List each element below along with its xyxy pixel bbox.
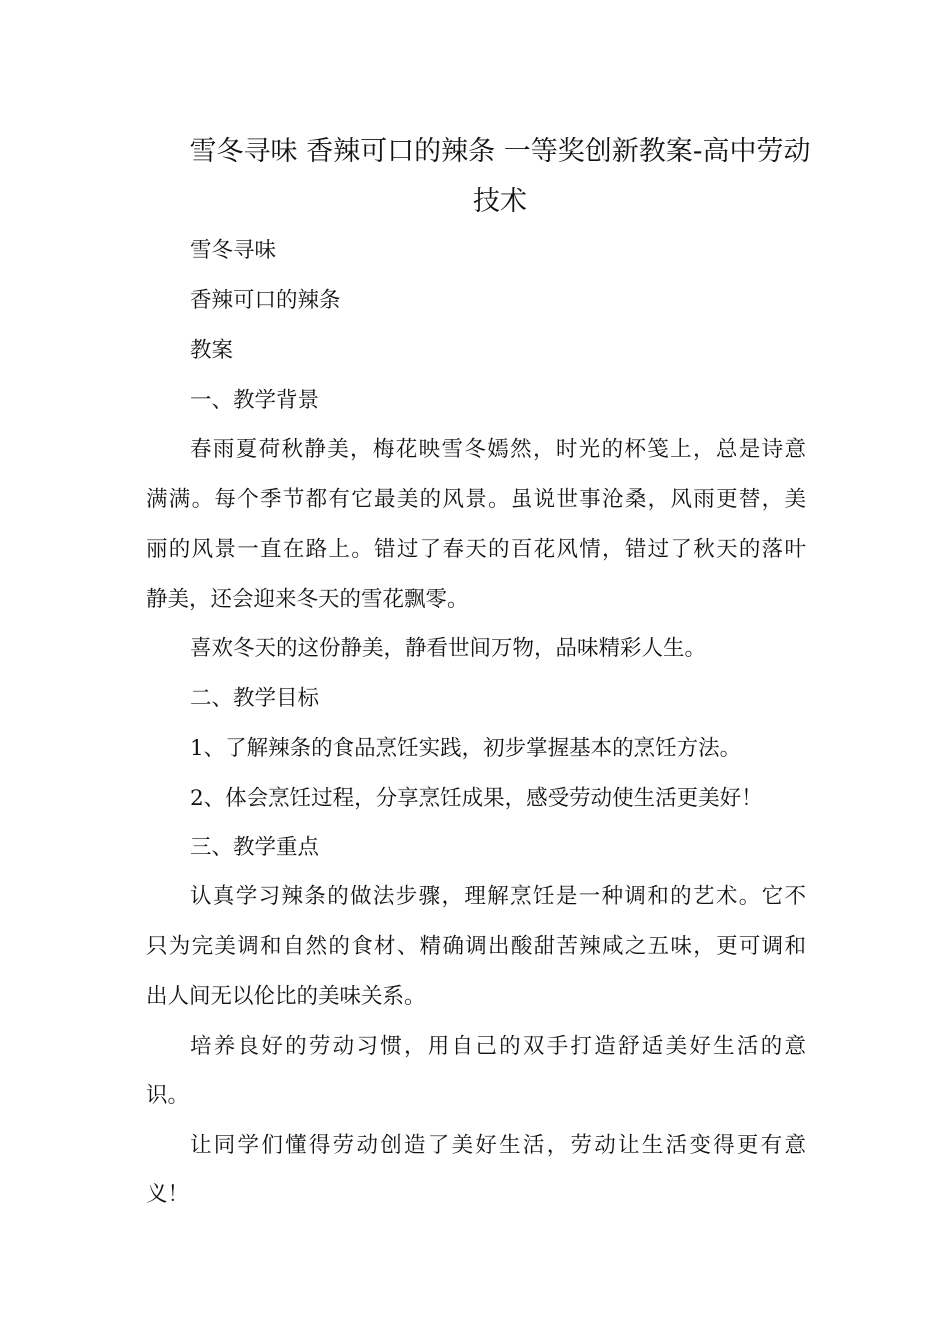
paragraph-line: 满满。每个季节都有它最美的风景。虽说世事沧桑，风雨更替，美 — [146, 487, 806, 512]
paragraph-line: 静美，还会迎来冬天的雪花飘零。 — [146, 587, 469, 612]
paragraph-line: 丽的风景一直在路上。错过了春天的百花风情，错过了秋天的落叶 — [146, 537, 806, 562]
paragraph-line: 让同学们懂得劳动创造了美好生活，劳动让生活变得更有意 — [190, 1133, 806, 1158]
document-title-line-1: 雪冬寻味 香辣可口的辣条 一等奖创新教案-高中劳动 — [189, 136, 811, 167]
paragraph-line: 只为完美调和自然的食材、精确调出酸甜苦辣咸之五味，更可调和 — [146, 934, 806, 959]
goal-item-2: 2、体会烹饪过程，分享烹饪成果，感受劳动使生活更美好！ — [190, 786, 763, 811]
paragraph-line: 春雨夏荷秋静美，梅花映雪冬嫣然，时光的杯笺上，总是诗意 — [190, 437, 806, 462]
goal-item-1: 1、了解辣条的食品烹饪实践，初步掌握基本的烹饪方法。 — [190, 736, 742, 761]
heading-latiao: 香辣可口的辣条 — [190, 288, 341, 313]
paragraph-line: 识。 — [146, 1083, 190, 1108]
paragraph-line: 义！ — [146, 1182, 190, 1207]
paragraph-line: 培养良好的劳动习惯，用自己的双手打造舒适美好生活的意 — [190, 1034, 806, 1059]
section-heading-background: 一、教学背景 — [190, 388, 320, 413]
section-heading-goals: 二、教学目标 — [190, 686, 320, 711]
heading-jiaoan: 教案 — [190, 338, 234, 363]
heading-xuedong-xunwei: 雪冬寻味 — [190, 238, 277, 263]
paragraph-line: 出人间无以伦比的美味关系。 — [146, 984, 426, 1009]
paragraph-line: 喜欢冬天的这份静美，静看世间万物，品味精彩人生。 — [190, 636, 707, 661]
section-heading-key-points: 三、教学重点 — [190, 835, 320, 860]
document-title-line-2: 技术 — [473, 186, 527, 217]
paragraph-line: 认真学习辣条的做法步骤，理解烹饪是一种调和的艺术。它不 — [190, 884, 806, 909]
